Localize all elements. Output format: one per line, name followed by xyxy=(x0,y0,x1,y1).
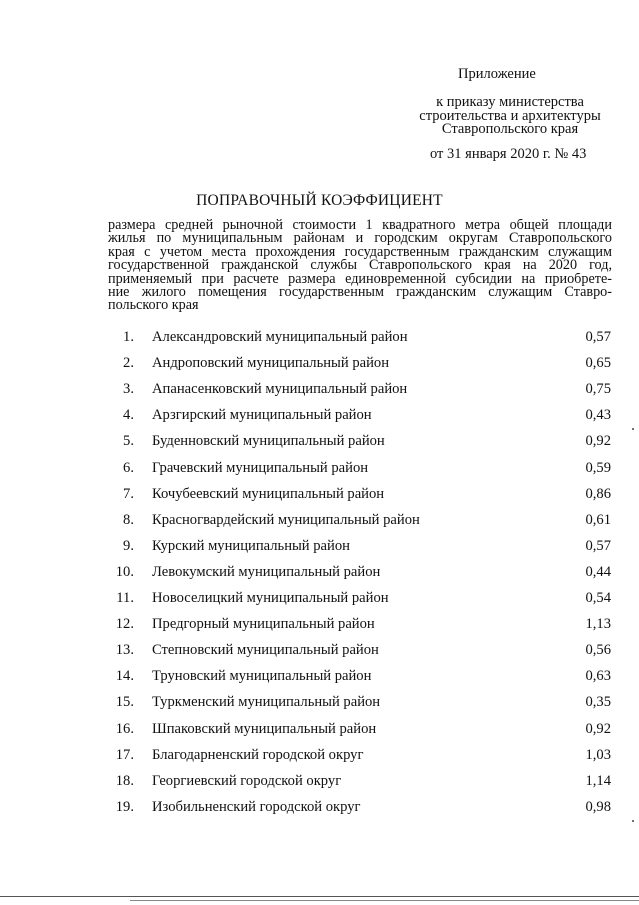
row-district-name: Буденновский муниципальный район xyxy=(152,433,385,450)
table-row xyxy=(0,535,639,557)
scan-speck xyxy=(632,428,634,430)
row-coefficient-value: 0,65 xyxy=(585,355,611,372)
table-row xyxy=(0,718,639,740)
row-district-name: Шпаковский муниципальный район xyxy=(152,720,377,737)
appendix-order-line: к приказу министерства xyxy=(436,94,584,110)
row-coefficient-value: 0,61 xyxy=(585,511,611,528)
subtitle-line: государственной гражданской службы Ставропольского края на 2020 год, xyxy=(108,259,612,273)
subtitle-line: польского края xyxy=(108,299,199,313)
row-number: 12. xyxy=(115,616,134,633)
row-district-name: Курский муниципальный район xyxy=(152,537,350,554)
subtitle-line: размера средней рыночной стоимости 1 квадратного метра общей площади xyxy=(108,219,612,233)
table-row xyxy=(0,326,639,348)
row-district-name: Изобильненский городской округ xyxy=(152,798,361,815)
row-number: 18. xyxy=(115,772,134,789)
row-number: 10. xyxy=(115,563,134,580)
appendix-title: Приложение xyxy=(458,66,536,82)
row-number: 14. xyxy=(115,668,134,685)
row-number: 2. xyxy=(123,355,134,372)
row-district-name: Красногвардейский муниципальный район xyxy=(152,511,420,528)
row-district-name: Предгорный муниципальный район xyxy=(152,616,375,633)
row-district-name: Новоселицкий муниципальный район xyxy=(152,590,389,606)
row-number: 5. xyxy=(123,433,134,450)
table-row xyxy=(0,639,639,661)
row-number: 4. xyxy=(123,407,134,424)
row-coefficient-value: 1,03 xyxy=(585,746,611,763)
page-edge-line xyxy=(130,900,639,901)
row-number: 6. xyxy=(123,459,134,476)
scan-speck xyxy=(632,820,634,822)
row-number: 1. xyxy=(123,329,134,345)
appendix-order xyxy=(400,96,620,137)
appendix-date: от 31 января 2020 г. № 43 xyxy=(430,146,587,162)
subtitle-line: жилья по муниципальным районам и городским округам Ставропольского xyxy=(108,232,612,246)
row-district-name: Апанасенковский муниципальный район xyxy=(152,381,408,398)
row-coefficient-value: 0,43 xyxy=(585,407,611,424)
table-row xyxy=(0,404,639,426)
row-coefficient-value: 1,14 xyxy=(585,772,611,789)
document-title: ПОПРАВОЧНЫЙ КОЭФФИЦИЕНТ xyxy=(196,192,443,209)
row-number: 13. xyxy=(115,642,134,659)
row-coefficient-value: 0,92 xyxy=(585,433,611,450)
table-row xyxy=(0,613,639,635)
table-row xyxy=(0,509,639,531)
row-number: 15. xyxy=(115,694,134,711)
row-number: 16. xyxy=(115,720,134,737)
table-row xyxy=(0,561,639,583)
page-edge-line xyxy=(0,896,639,897)
row-coefficient-value: 0,35 xyxy=(585,694,611,711)
table-row xyxy=(0,770,639,792)
row-coefficient-value: 0,98 xyxy=(585,798,611,815)
table-row xyxy=(0,587,639,609)
row-coefficient-value: 0,59 xyxy=(585,459,611,476)
row-district-name: Туркменский муниципальный район xyxy=(152,694,381,711)
row-district-name: Александровский муниципальный район xyxy=(152,329,408,345)
subtitle-line: ние жилого помещения государственным гражданским служащим Ставро- xyxy=(108,286,612,300)
row-district-name: Арзгирский муниципальный район xyxy=(152,407,372,424)
row-district-name: Грачевский муниципальный район xyxy=(152,459,369,476)
row-coefficient-value: 0,75 xyxy=(585,381,611,398)
row-district-name: Левокумский муниципальный район xyxy=(152,563,381,580)
row-district-name: Степновский муниципальный район xyxy=(152,642,379,659)
row-number: 11. xyxy=(116,590,134,606)
table-row xyxy=(0,744,639,766)
table-row xyxy=(0,378,639,400)
row-coefficient-value: 0,63 xyxy=(585,668,611,685)
row-number: 3. xyxy=(123,381,134,398)
row-coefficient-value: 0,92 xyxy=(585,720,611,737)
row-coefficient-value: 0,86 xyxy=(585,485,611,502)
table-row xyxy=(0,483,639,505)
table-row xyxy=(0,457,639,479)
row-district-name: Андроповский муниципальный район xyxy=(152,355,390,372)
row-coefficient-value: 0,57 xyxy=(585,329,611,345)
row-number: 9. xyxy=(123,537,134,554)
row-number: 17. xyxy=(115,746,134,763)
table-row xyxy=(0,430,639,452)
row-district-name: Кочубеевский муниципальный район xyxy=(152,485,385,502)
subtitle-line: применяемый при расчете размера единовременной субсидии на приобрете- xyxy=(108,272,612,287)
row-coefficient-value: 0,57 xyxy=(585,537,611,554)
document-subtitle xyxy=(108,219,612,313)
table-row xyxy=(0,665,639,687)
row-coefficient-value: 0,54 xyxy=(585,590,611,606)
table-row xyxy=(0,796,639,818)
appendix-order-line: строительства и архитектуры xyxy=(419,107,601,124)
row-district-name: Труновский муниципальный район xyxy=(152,668,372,685)
row-district-name: Георгиевский городской округ xyxy=(152,772,342,789)
subtitle-line: края с учетом места прохождения государственным гражданским служащим xyxy=(108,245,612,260)
row-district-name: Благодарненский городской округ xyxy=(152,746,364,763)
table-row xyxy=(0,352,639,374)
row-number: 8. xyxy=(123,511,134,528)
row-coefficient-value: 1,13 xyxy=(585,616,611,633)
row-coefficient-value: 0,56 xyxy=(585,642,611,659)
row-coefficient-value: 0,44 xyxy=(585,563,611,580)
row-number: 7. xyxy=(123,485,134,502)
row-number: 19. xyxy=(115,798,134,815)
appendix-order-line: Ставропольского края xyxy=(441,121,579,137)
table-row xyxy=(0,691,639,713)
